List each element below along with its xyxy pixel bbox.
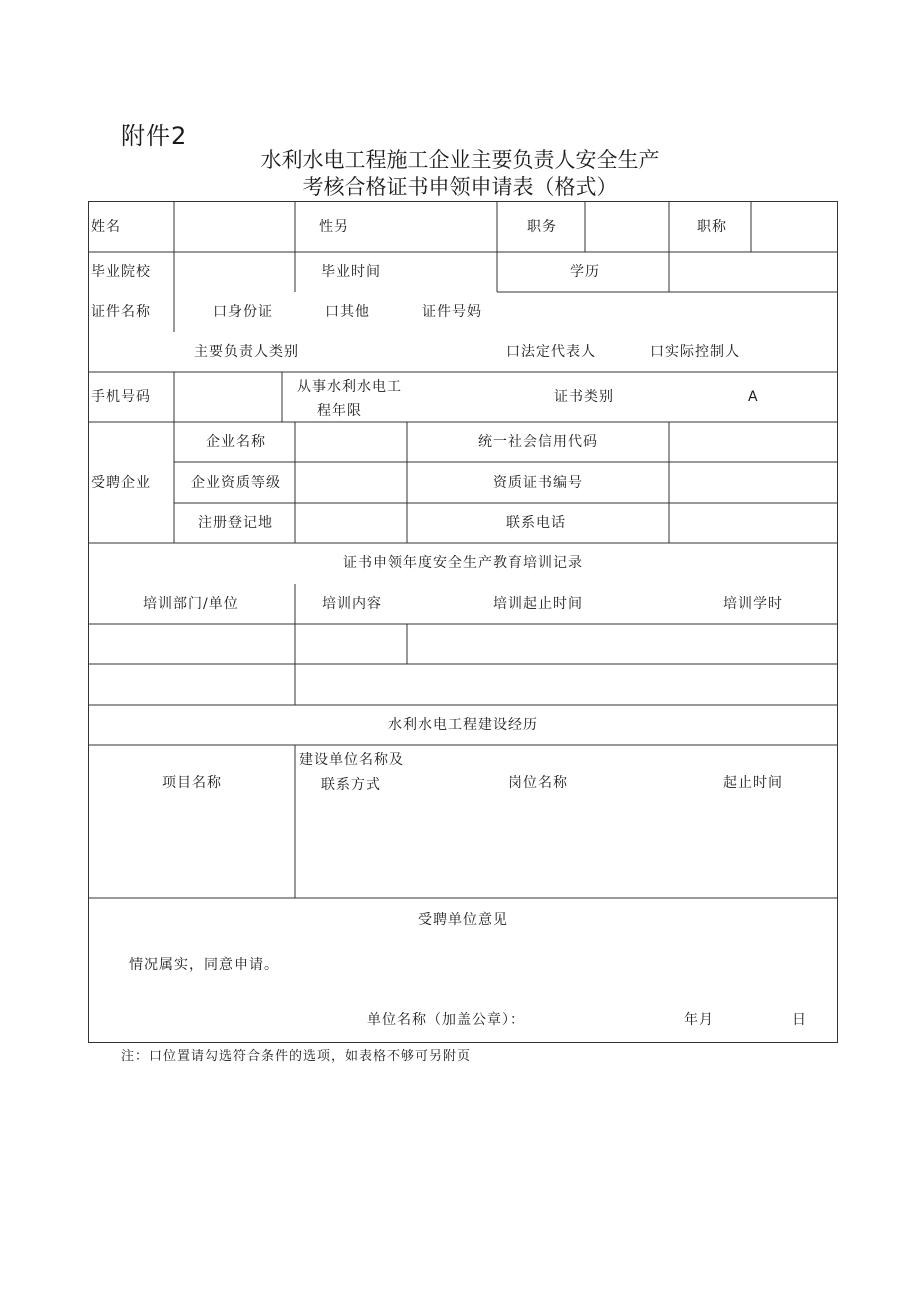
title-label: 职称: [697, 219, 727, 235]
contact-phone-label: 联系电话: [506, 515, 566, 531]
credit-code-label: 统一社会信用代码: [478, 434, 598, 450]
project-name-label: 项目名称: [162, 775, 222, 791]
opinion-statement: 情况属实，同意申请。: [129, 957, 279, 973]
id-card-checkbox[interactable]: 口身份证: [213, 304, 273, 320]
other-cert-checkbox[interactable]: 口其他: [325, 304, 370, 320]
application-form-table: [88, 201, 838, 1043]
principal-category-label: 主要负责人类别: [194, 344, 299, 360]
post-name-label: 岗位名称: [508, 775, 568, 791]
footnote: 注：口位置请勾选符合条件的选项，如表格不够可另附页: [121, 1049, 472, 1064]
year-month-label: 年月: [684, 1012, 714, 1028]
experience-section-title: 水利水电工程建设经历: [388, 717, 538, 733]
opinion-section-title: 受聘单位意见: [418, 912, 508, 928]
training-period-label: 培训起止时间: [493, 596, 583, 612]
day-label: 日: [792, 1012, 807, 1028]
form-title-line2: 考核合格证书申领申请表（格式）: [302, 175, 618, 199]
phone-label: 手机号码: [91, 389, 151, 405]
training-content-label: 培训内容: [322, 596, 382, 612]
training-dept-label: 培训部门/单位: [143, 596, 239, 612]
builder-label-line1: 建设单位名称及: [299, 752, 404, 768]
registration-place-label: 注册登记地: [198, 515, 273, 531]
seal-label: 单位名称（加盖公章）：: [367, 1012, 525, 1028]
qualification-level-label: 企业资质等级: [191, 475, 281, 491]
training-hours-label: 培训学时: [723, 596, 783, 612]
legal-representative-checkbox[interactable]: 口法定代表人: [506, 344, 596, 360]
school-label: 毕业院校: [91, 264, 151, 280]
training-section-title: 证书申领年度安全生产教育培训记录: [343, 555, 583, 571]
form-title-line1: 水利水电工程施工企业主要负责人安全生产: [260, 148, 660, 172]
attachment-label: 附件2: [121, 122, 188, 150]
company-name-label: 企业名称: [206, 434, 266, 450]
cert-name-label: 证件名称: [91, 304, 151, 320]
education-label: 学历: [570, 264, 600, 280]
gender-label: 性另: [319, 219, 349, 235]
years-label-line2: 程年限: [317, 403, 362, 419]
cert-type-value: A: [748, 389, 759, 405]
name-label: 姓名: [91, 219, 121, 235]
qualification-cert-no-label: 资质证书编号: [493, 475, 583, 491]
cert-number-label: 证件号妈: [422, 304, 482, 320]
builder-label-line2: 联系方式: [321, 777, 381, 793]
graduation-time-label: 毕业时间: [321, 264, 381, 280]
position-label: 职务: [527, 219, 557, 235]
cert-type-label: 证书类别: [554, 389, 614, 405]
years-label-line1: 从事水利水电工: [297, 379, 402, 395]
actual-controller-checkbox[interactable]: 口实际控制人: [650, 344, 740, 360]
employer-group-label: 受聘企业: [91, 475, 151, 491]
experience-period-label: 起止时间: [723, 775, 783, 791]
